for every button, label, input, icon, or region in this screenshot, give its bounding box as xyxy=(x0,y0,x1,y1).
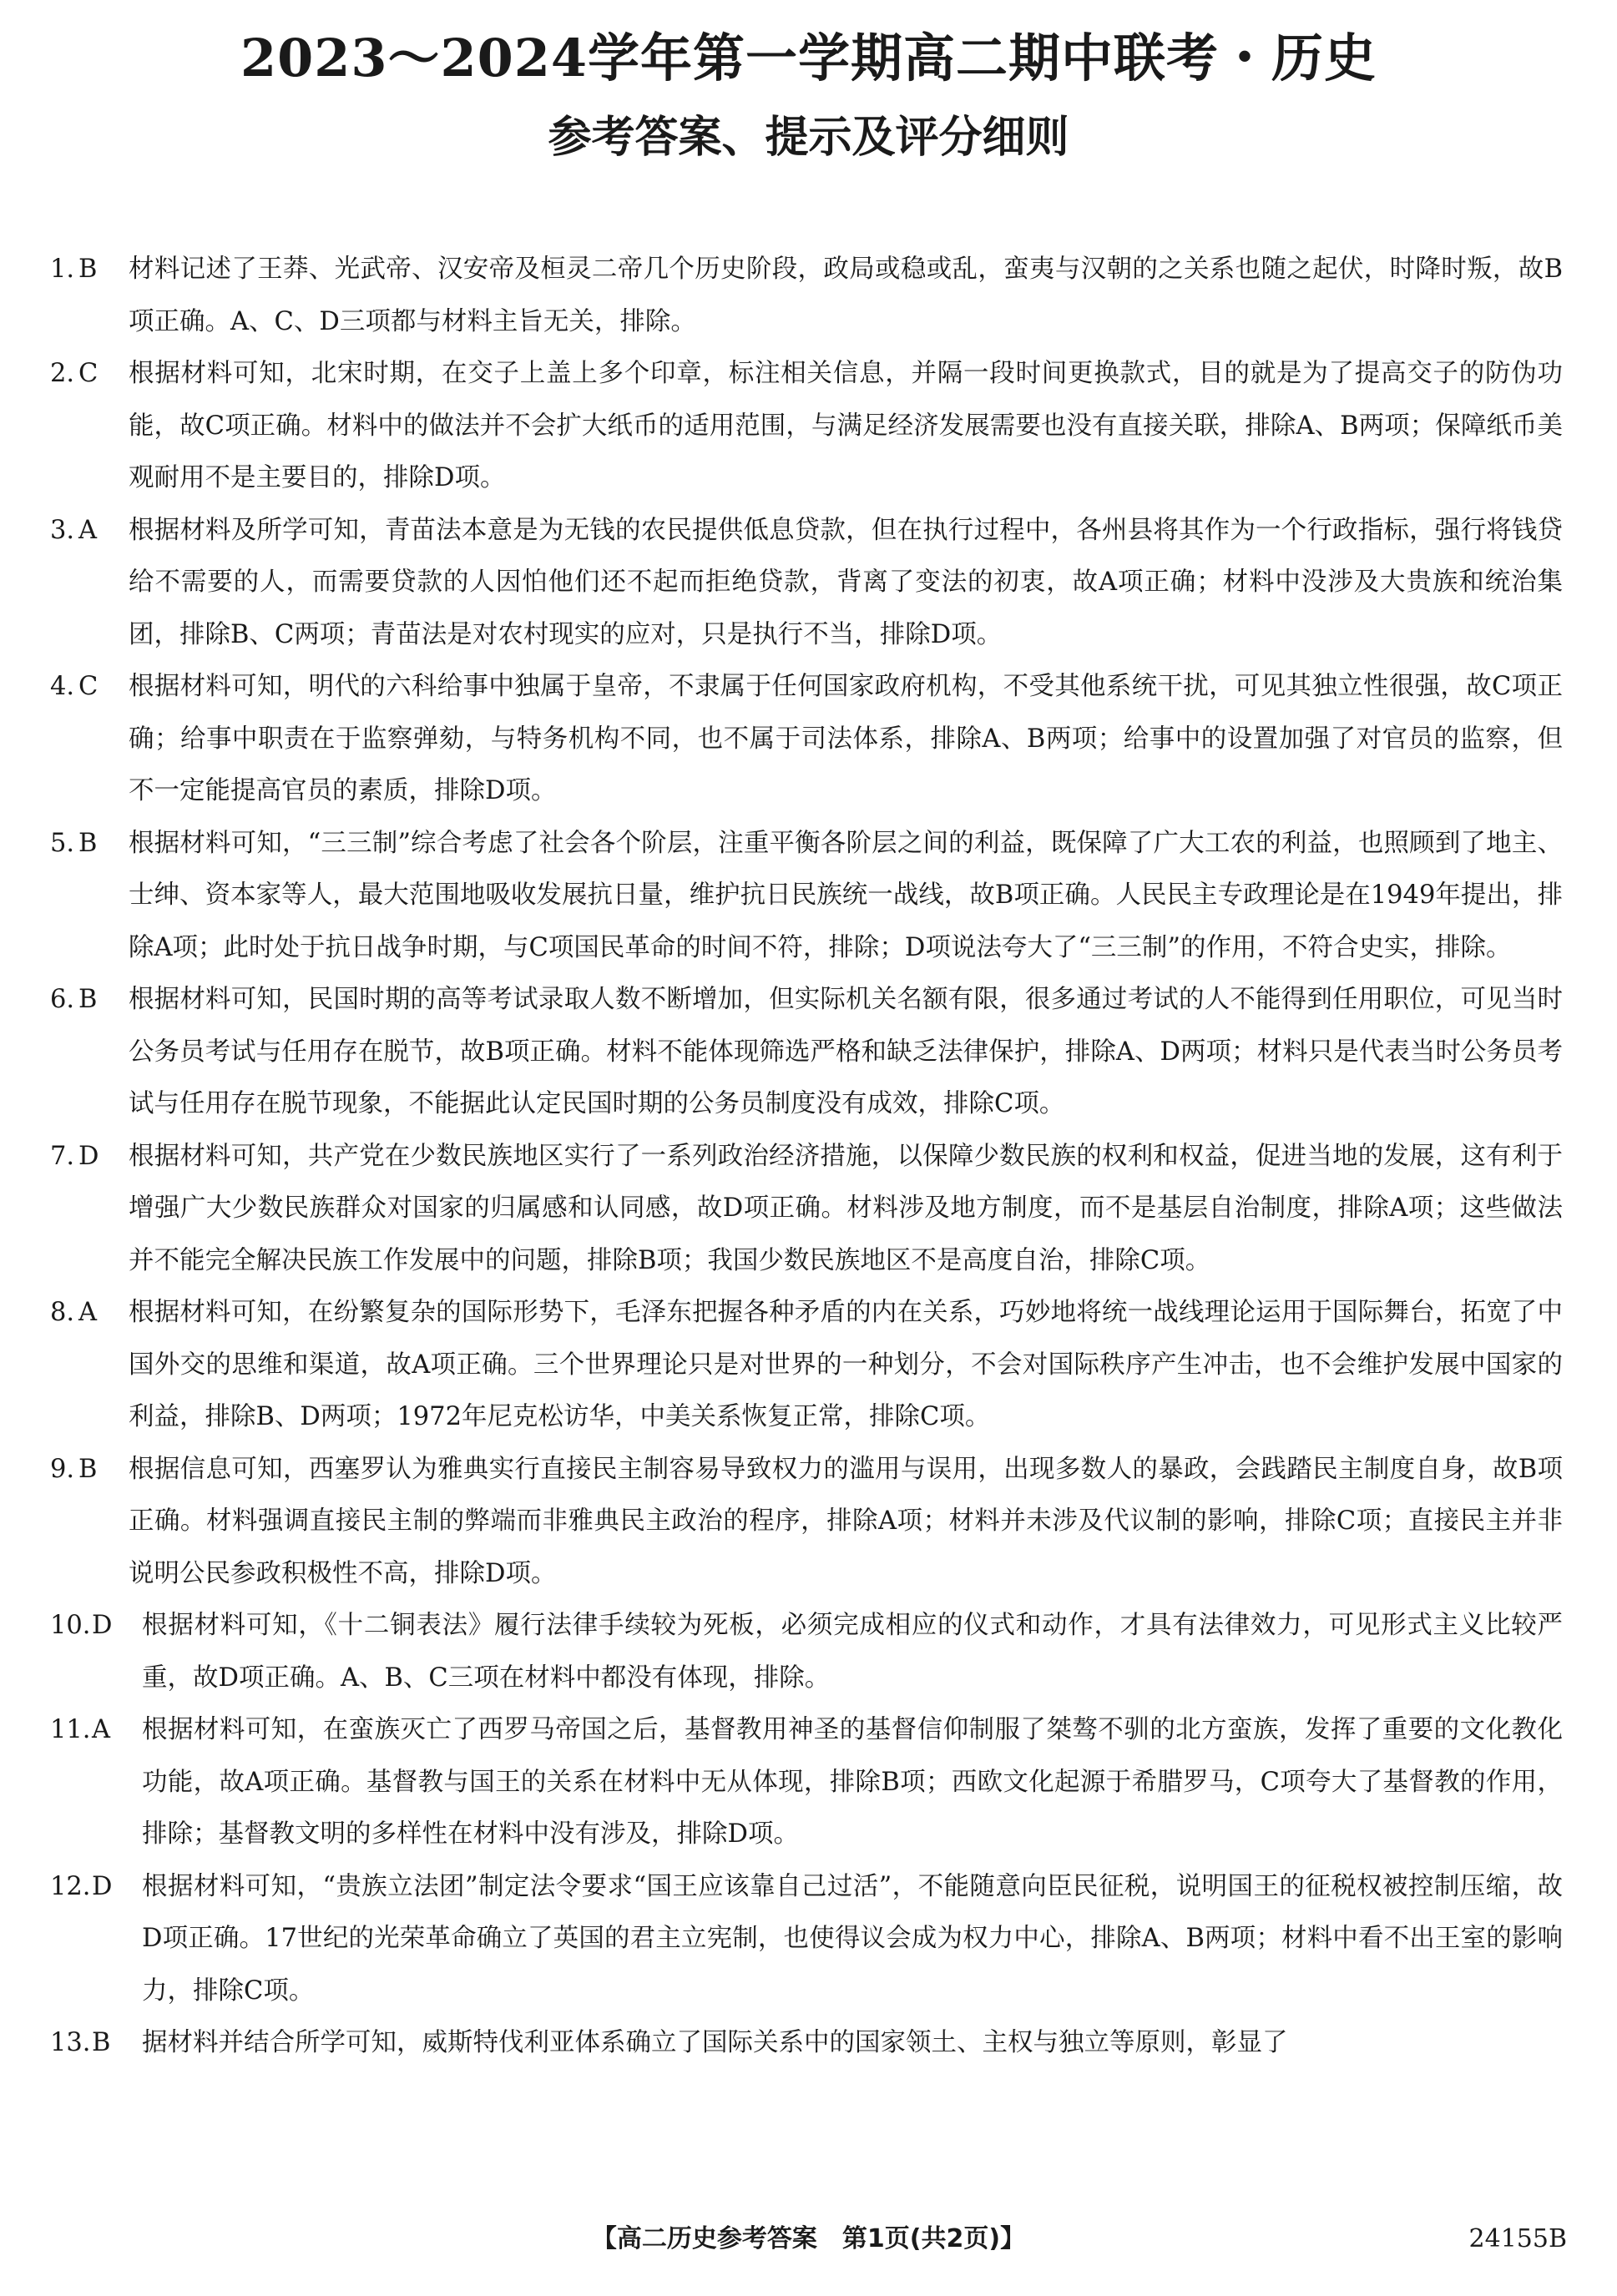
question-number: 10. xyxy=(50,1611,91,1640)
answer-letter: B xyxy=(78,828,98,858)
answer-item-12 xyxy=(50,1861,1563,2018)
explanation-text: 根据材料可知，《十二铜表法》履行法律手续较为死板，必须完成相应的仪式和动作，才具有法律效力，可见形式主义比较严重，故D项正确。A、B、C三项在材料中都没有体现，排除。 xyxy=(142,1611,1563,1693)
question-number: 11. xyxy=(50,1715,91,1744)
answer-item-6 xyxy=(50,974,1563,1131)
question-number: 9. xyxy=(50,1454,75,1484)
question-number: 2. xyxy=(50,359,75,388)
question-number: 12. xyxy=(50,1871,91,1901)
answer-letter: B xyxy=(78,985,98,1014)
question-number: 6. xyxy=(50,985,75,1014)
answer-letter: D xyxy=(78,1141,99,1171)
answer-item-1 xyxy=(50,244,1563,348)
answer-letter: D xyxy=(92,1871,113,1901)
document-code: 24155B xyxy=(1468,2224,1567,2253)
explanation-text: 根据材料可知，“三三制”综合考虑了社会各个阶层，注重平衡各阶层之间的利益，既保障了广大工农的利益，也照顾到了地主、士绅、资本家等人，最大范围地吸收发展抗日量，维护抗日民族统一战线，故B项正确。人民民主专政理论是在1949年提出，排除A项；此时处于抗日战争时期，与C项国民革命的时间不符，排除；D项说法夸大了“三三制”的作用，不符合史实，排除。 xyxy=(129,828,1563,962)
question-number: 4. xyxy=(50,672,75,701)
explanation-text: 根据材料可知，民国时期的高等考试录取人数不断增加，但实际机关名额有限，很多通过考试的人不能得到任用职位，可见当时公务员考试与任用存在脱节，故B项正确。材料不能体现筛选严格和缺乏法律保护，排除A、D两项；材料只是代表当时公务员考试与任用存在脱节现象，不能据此认定民国时期的公务员制度没有成效，排除C项。 xyxy=(129,985,1563,1118)
answer-letter: A xyxy=(92,1715,111,1744)
explanation-text: 材料记述了王莽、光武帝、汉安帝及桓灵二帝几个历史阶段，政局或稳或乱，蛮夷与汉朝的之关系也随之起伏，时降时叛，故B项正确。A、C、D三项都与材料主旨无关，排除。 xyxy=(129,255,1563,336)
question-number: 13. xyxy=(50,2028,91,2057)
answer-letter: C xyxy=(78,672,99,701)
explanation-text: 根据材料及所学可知，青苗法本意是为无钱的农民提供低息贷款，但在执行过程中，各州县将其作为一个行政指标，强行将钱贷给不需要的人，而需要贷款的人因怕他们还不起而拒绝贷款，背离了变法的初衷，故A项正确；材料中没涉及大贵族和统治集团，排除B、C两项；青苗法是对农村现实的应对，只是执行不当，排除D项。 xyxy=(129,515,1563,649)
answer-item-3 xyxy=(50,505,1563,662)
answer-letter: D xyxy=(92,1611,113,1640)
answer-letter: C xyxy=(78,359,99,388)
footer-label: 【高二历史参考答案 第1页(共2页)】 xyxy=(591,2224,1026,2253)
answer-letter: A xyxy=(78,1298,98,1327)
explanation-text: 根据材料可知，在纷繁复杂的国际形势下，毛泽东把握各种矛盾的内在关系，巧妙地将统一战线理论运用于国际舞台，拓宽了中国外交的思维和渠道，故A项正确。三个世界理论只是对世界的一种划分，不会对国际秩序产生冲击，也不会维护发展中国家的利益，排除B、D两项；1972年尼克松访华，中美关系恢复正常，排除C项。 xyxy=(129,1298,1563,1431)
explanation-text: 根据材料可知，北宋时期，在交子上盖上多个印章，标注相关信息，并隔一段时间更换款式，目的就是为了提高交子的防伪功能，故C项正确。材料中的做法并不会扩大纸币的适用范围，与满足经济发展需要也没有直接关联，排除A、B两项；保障纸币美观耐用不是主要目的，排除D项。 xyxy=(129,359,1563,492)
explanation-text: 据材料并结合所学可知，威斯特伐利亚体系确立了国际关系中的国家领土、主权与独立等原则，彰显了 xyxy=(142,2028,1288,2057)
question-number: 7. xyxy=(50,1141,75,1171)
answer-list xyxy=(50,244,1563,2070)
answer-item-5 xyxy=(50,818,1563,975)
question-number: 5. xyxy=(50,828,75,858)
answer-item-11 xyxy=(50,1704,1563,1861)
explanation-text: 根据材料可知，在蛮族灭亡了西罗马帝国之后，基督教用神圣的基督信仰制服了桀骜不驯的北方蛮族，发挥了重要的文化教化功能，故A项正确。基督教与国王的关系在材料中无从体现，排除B项；西欧文化起源于希腊罗马，C项夸大了基督教的作用，排除；基督教文明的多样性在材料中没有涉及，排除D项。 xyxy=(142,1715,1563,1849)
question-number: 1. xyxy=(50,255,75,284)
explanation-text: 根据材料可知，共产党在少数民族地区实行了一系列政治经济措施，以保障少数民族的权利和权益，促进当地的发展，这有利于增强广大少数民族群众对国家的归属感和认同感，故D项正确。材料涉及地方制度，而不是基层自治制度，排除A项；这些做法并不能完全解决民族工作发展中的问题，排除B项；我国少数民族地区不是高度自治，排除C项。 xyxy=(129,1141,1563,1275)
answer-item-9 xyxy=(50,1444,1563,1601)
explanation-text: 根据材料可知，明代的六科给事中独属于皇帝，不隶属于任何国家政府机构，不受其他系统干扰，可见其独立性很强，故C项正确；给事中职责在于监察弹劾，与特务机构不同，也不属于司法体系，排除A、B两项；给事中的设置加强了对官员的监察，但不一定能提高官员的素质，排除D项。 xyxy=(129,672,1563,805)
answer-item-13 xyxy=(50,2017,1563,2070)
answer-item-8 xyxy=(50,1287,1563,1444)
answer-letter: B xyxy=(78,1454,98,1484)
answer-item-7 xyxy=(50,1131,1563,1288)
answer-item-10 xyxy=(50,1600,1563,1704)
answer-letter: B xyxy=(78,255,98,284)
question-number: 8. xyxy=(50,1298,75,1327)
explanation-text: 根据材料可知，“贵族立法团”制定法令要求“国王应该靠自己过活”，不能随意向臣民征税，说明国王的征税权被控制压缩，故D项正确。17世纪的光荣革命确立了英国的君主立宪制，也使得议会成为权力中心，排除A、B两项；材料中看不出王室的影响力，排除C项。 xyxy=(142,1871,1563,2006)
answer-item-4 xyxy=(50,661,1563,818)
page-subtitle: 参考答案、提示及评分细则 xyxy=(548,113,1069,163)
explanation-text: 根据信息可知，西塞罗认为雅典实行直接民主制容易导致权力的滥用与误用，出现多数人的暴政，会践踏民主制度自身，故B项正确。材料强调直接民主制的弊端而非雅典民主政治的程序，排除A项；材料并未涉及代议制的影响，排除C项；直接民主并非说明公民参政积极性不高，排除D项。 xyxy=(129,1454,1563,1588)
page-title: 2023～2024学年第一学期高二期中联考・历史 xyxy=(240,28,1377,88)
answer-letter: A xyxy=(78,515,98,545)
answer-item-2 xyxy=(50,348,1563,505)
answer-letter: B xyxy=(92,2028,111,2057)
page-footer xyxy=(0,2218,1617,2260)
question-number: 3. xyxy=(50,515,75,545)
